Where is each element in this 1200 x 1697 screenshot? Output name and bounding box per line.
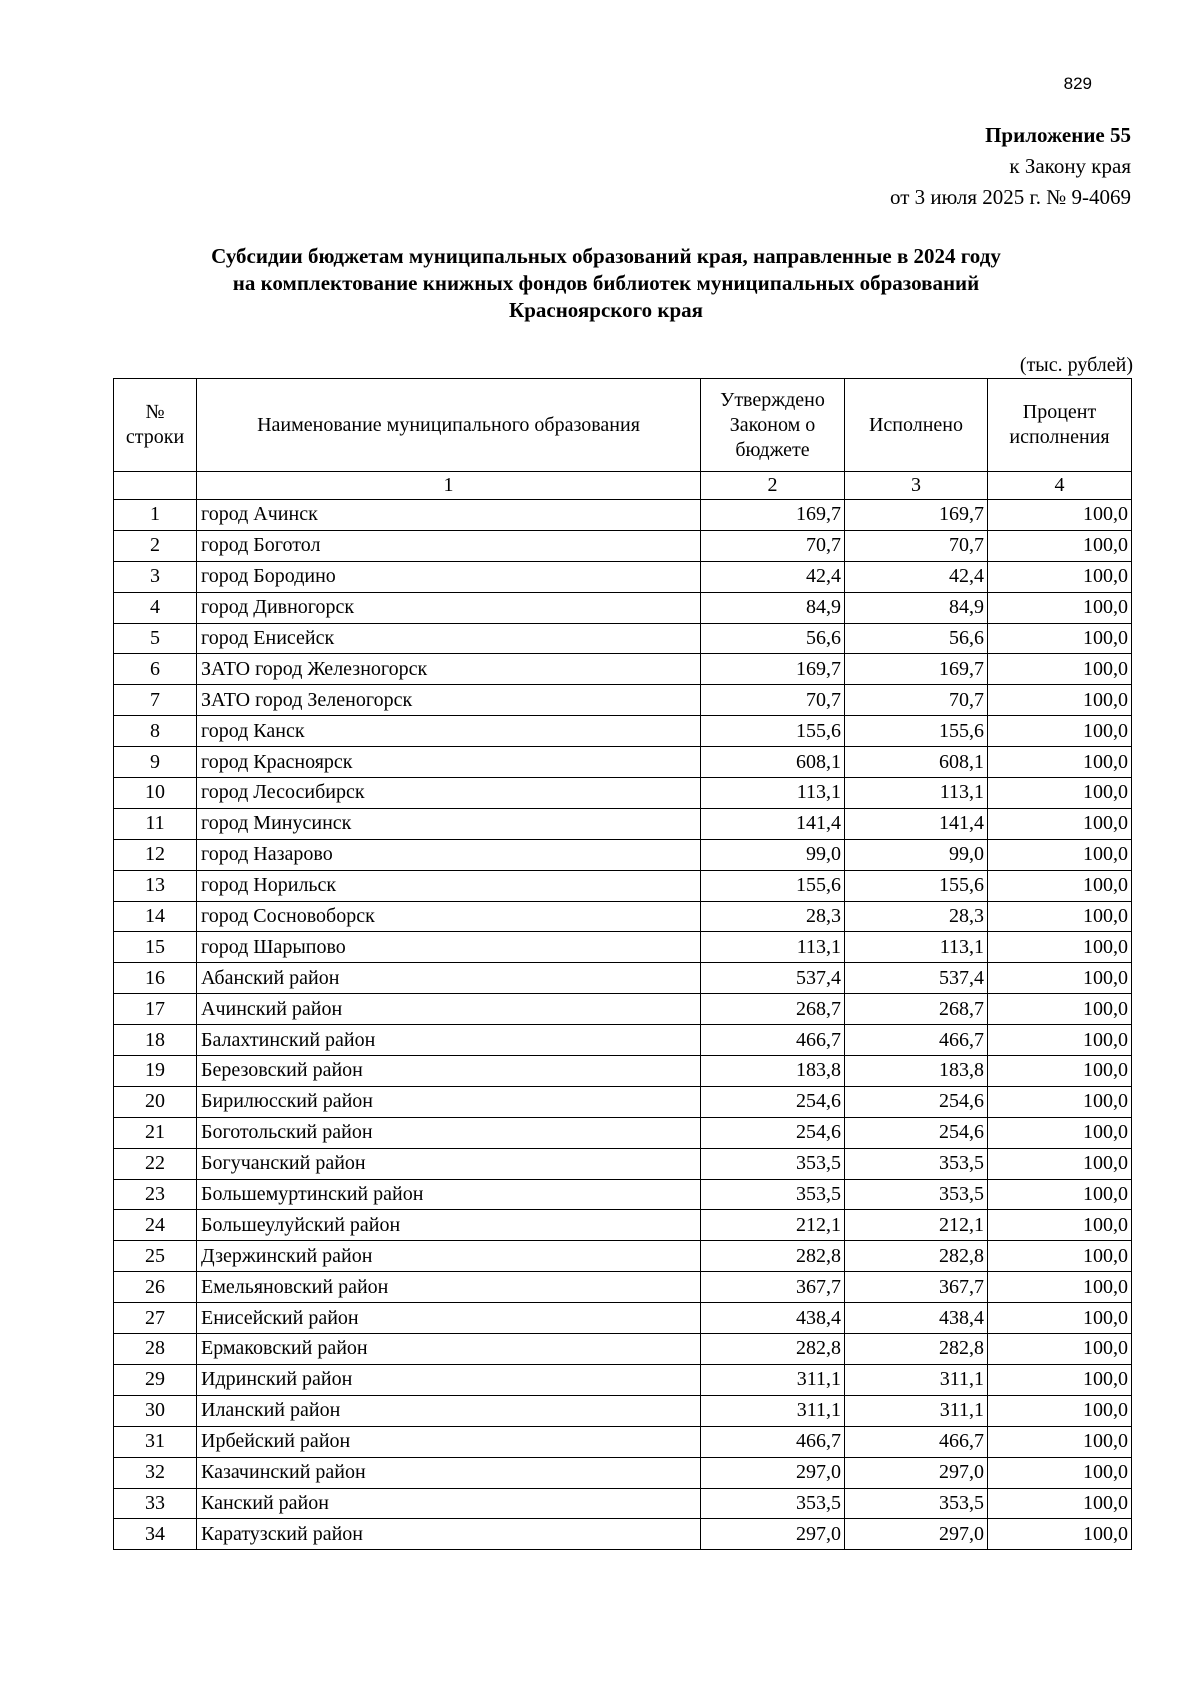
table-row xyxy=(114,994,1132,1025)
executed-amount-cell: 28,3 xyxy=(845,901,988,932)
document-title-line-3: Красноярского края xyxy=(508,298,703,322)
approved-amount-cell: 141,4 xyxy=(701,808,845,839)
approved-amount-cell: 466,7 xyxy=(701,1426,845,1457)
row-number-cell: 13 xyxy=(114,870,197,901)
executed-amount-cell: 297,0 xyxy=(845,1519,988,1550)
percent-cell: 100,0 xyxy=(988,901,1132,932)
column-index: 3 xyxy=(845,472,988,500)
row-number-cell: 20 xyxy=(114,1086,197,1117)
executed-amount-cell: 212,1 xyxy=(845,1210,988,1241)
executed-amount-cell: 282,8 xyxy=(845,1334,988,1365)
approved-amount-cell: 56,6 xyxy=(701,623,845,654)
table-row xyxy=(114,1488,1132,1519)
municipality-name-cell: город Лесосибирск xyxy=(197,778,701,809)
approved-amount-cell: 254,6 xyxy=(701,1086,845,1117)
municipality-name-cell: Канский район xyxy=(197,1488,701,1519)
approved-amount-cell: 113,1 xyxy=(701,778,845,809)
approved-amount-cell: 537,4 xyxy=(701,963,845,994)
table-row xyxy=(114,654,1132,685)
header-percent: Процент исполнения xyxy=(988,379,1132,472)
municipality-name-cell: Енисейский район xyxy=(197,1303,701,1334)
municipality-name-cell: Идринский район xyxy=(197,1364,701,1395)
percent-cell: 100,0 xyxy=(988,747,1132,778)
row-number-cell: 23 xyxy=(114,1179,197,1210)
table-row xyxy=(114,1457,1132,1488)
percent-cell: 100,0 xyxy=(988,1364,1132,1395)
table-body xyxy=(114,500,1132,1550)
percent-cell: 100,0 xyxy=(988,1457,1132,1488)
approved-amount-cell: 212,1 xyxy=(701,1210,845,1241)
row-number-cell: 18 xyxy=(114,1025,197,1056)
executed-amount-cell: 311,1 xyxy=(845,1395,988,1426)
table-row xyxy=(114,932,1132,963)
executed-amount-cell: 254,6 xyxy=(845,1086,988,1117)
row-number-cell: 24 xyxy=(114,1210,197,1241)
table-row xyxy=(114,1395,1132,1426)
approved-amount-cell: 353,5 xyxy=(701,1179,845,1210)
executed-amount-cell: 367,7 xyxy=(845,1272,988,1303)
municipality-name-cell: город Боготол xyxy=(197,530,701,561)
column-index: 1 xyxy=(197,472,701,500)
percent-cell: 100,0 xyxy=(988,1272,1132,1303)
page-number: 829 xyxy=(1063,74,1092,93)
table-row xyxy=(114,901,1132,932)
executed-amount-cell: 466,7 xyxy=(845,1426,988,1457)
row-number-cell: 32 xyxy=(114,1457,197,1488)
executed-amount-cell: 169,7 xyxy=(845,654,988,685)
approved-amount-cell: 155,6 xyxy=(701,716,845,747)
column-index: 4 xyxy=(988,472,1132,500)
row-number-cell: 10 xyxy=(114,778,197,809)
approved-amount-cell: 113,1 xyxy=(701,932,845,963)
executed-amount-cell: 99,0 xyxy=(845,839,988,870)
table-row xyxy=(114,1025,1132,1056)
percent-cell: 100,0 xyxy=(988,1334,1132,1365)
header-municipality-name: Наименование муниципального образования xyxy=(197,379,701,472)
percent-cell: 100,0 xyxy=(988,500,1132,531)
approved-amount-cell: 99,0 xyxy=(701,839,845,870)
executed-amount-cell: 155,6 xyxy=(845,716,988,747)
table-row xyxy=(114,1086,1132,1117)
table-row xyxy=(114,1210,1132,1241)
percent-cell: 100,0 xyxy=(988,870,1132,901)
percent-cell: 100,0 xyxy=(988,530,1132,561)
row-number-cell: 30 xyxy=(114,1395,197,1426)
municipality-name-cell: Ирбейский район xyxy=(197,1426,701,1457)
row-number-cell: 21 xyxy=(114,1117,197,1148)
percent-cell: 100,0 xyxy=(988,1210,1132,1241)
municipality-name-cell: Богучанский район xyxy=(197,1148,701,1179)
municipality-name-cell: Дзержинский район xyxy=(197,1241,701,1272)
percent-cell: 100,0 xyxy=(988,994,1132,1025)
approved-amount-cell: 353,5 xyxy=(701,1488,845,1519)
executed-amount-cell: 353,5 xyxy=(845,1179,988,1210)
table-row xyxy=(114,1519,1132,1550)
municipality-name-cell: Бирилюсский район xyxy=(197,1086,701,1117)
header-row-number: № строки xyxy=(114,379,197,472)
approved-amount-cell: 438,4 xyxy=(701,1303,845,1334)
percent-cell: 100,0 xyxy=(988,716,1132,747)
header-approved: Утверждено Законом о бюджете xyxy=(701,379,845,472)
units-label: (тыс. рублей) xyxy=(1019,354,1133,376)
table-row xyxy=(114,808,1132,839)
municipality-name-cell: Каратузский район xyxy=(197,1519,701,1550)
table-header-row xyxy=(114,379,1132,472)
row-number-cell: 9 xyxy=(114,747,197,778)
row-number-cell: 16 xyxy=(114,963,197,994)
approved-amount-cell: 282,8 xyxy=(701,1334,845,1365)
appendix-law-reference: к Закону края xyxy=(1009,154,1131,178)
municipality-name-cell: Ачинский район xyxy=(197,994,701,1025)
column-index-blank xyxy=(114,472,197,500)
row-number-cell: 31 xyxy=(114,1426,197,1457)
column-index: 2 xyxy=(701,472,845,500)
table-row xyxy=(114,530,1132,561)
municipality-name-cell: город Канск xyxy=(197,716,701,747)
table-row xyxy=(114,1056,1132,1087)
municipality-name-cell: город Назарово xyxy=(197,839,701,870)
approved-amount-cell: 84,9 xyxy=(701,592,845,623)
executed-amount-cell: 311,1 xyxy=(845,1364,988,1395)
appendix-title: Приложение 55 xyxy=(985,123,1131,147)
executed-amount-cell: 70,7 xyxy=(845,685,988,716)
row-number-cell: 1 xyxy=(114,500,197,531)
executed-amount-cell: 70,7 xyxy=(845,530,988,561)
approved-amount-cell: 70,7 xyxy=(701,530,845,561)
row-number-cell: 6 xyxy=(114,654,197,685)
table-row xyxy=(114,778,1132,809)
executed-amount-cell: 84,9 xyxy=(845,592,988,623)
row-number-cell: 8 xyxy=(114,716,197,747)
executed-amount-cell: 155,6 xyxy=(845,870,988,901)
approved-amount-cell: 169,7 xyxy=(701,654,845,685)
percent-cell: 100,0 xyxy=(988,1241,1132,1272)
appendix-law-date: от 3 июля 2025 г. № 9-4069 xyxy=(890,185,1131,209)
row-number-cell: 15 xyxy=(114,932,197,963)
executed-amount-cell: 353,5 xyxy=(845,1488,988,1519)
row-number-cell: 27 xyxy=(114,1303,197,1334)
percent-cell: 100,0 xyxy=(988,963,1132,994)
document-title-line-1: Субсидии бюджетам муниципальных образований края, направленные в 2024 году xyxy=(211,244,1001,268)
document-title-line-2: на комплектование книжных фондов библиотек муниципальных образований xyxy=(232,271,980,295)
approved-amount-cell: 28,3 xyxy=(701,901,845,932)
percent-cell: 100,0 xyxy=(988,932,1132,963)
percent-cell: 100,0 xyxy=(988,1426,1132,1457)
municipality-name-cell: Абанский район xyxy=(197,963,701,994)
percent-cell: 100,0 xyxy=(988,1056,1132,1087)
approved-amount-cell: 42,4 xyxy=(701,561,845,592)
table-row xyxy=(114,1179,1132,1210)
table-row xyxy=(114,1334,1132,1365)
approved-amount-cell: 282,8 xyxy=(701,1241,845,1272)
municipality-name-cell: ЗАТО город Железногорск xyxy=(197,654,701,685)
percent-cell: 100,0 xyxy=(988,685,1132,716)
header-executed: Исполнено xyxy=(845,379,988,472)
municipality-name-cell: город Ачинск xyxy=(197,500,701,531)
municipality-name-cell: Большемуртинский район xyxy=(197,1179,701,1210)
table-row xyxy=(114,623,1132,654)
table-row xyxy=(114,870,1132,901)
document-title xyxy=(106,243,1106,324)
percent-cell: 100,0 xyxy=(988,1395,1132,1426)
municipality-name-cell: город Норильск xyxy=(197,870,701,901)
subsidy-table xyxy=(113,378,1132,1550)
executed-amount-cell: 353,5 xyxy=(845,1148,988,1179)
approved-amount-cell: 353,5 xyxy=(701,1148,845,1179)
municipality-name-cell: Иланский район xyxy=(197,1395,701,1426)
row-number-cell: 29 xyxy=(114,1364,197,1395)
table-row xyxy=(114,1364,1132,1395)
executed-amount-cell: 297,0 xyxy=(845,1457,988,1488)
table-row xyxy=(114,1148,1132,1179)
table-row xyxy=(114,839,1132,870)
percent-cell: 100,0 xyxy=(988,1148,1132,1179)
table-row xyxy=(114,592,1132,623)
table-row xyxy=(114,1241,1132,1272)
executed-amount-cell: 466,7 xyxy=(845,1025,988,1056)
approved-amount-cell: 169,7 xyxy=(701,500,845,531)
row-number-cell: 3 xyxy=(114,561,197,592)
row-number-cell: 26 xyxy=(114,1272,197,1303)
percent-cell: 100,0 xyxy=(988,654,1132,685)
municipality-name-cell: Казачинский район xyxy=(197,1457,701,1488)
row-number-cell: 4 xyxy=(114,592,197,623)
approved-amount-cell: 297,0 xyxy=(701,1457,845,1488)
percent-cell: 100,0 xyxy=(988,839,1132,870)
table-row xyxy=(114,747,1132,778)
executed-amount-cell: 42,4 xyxy=(845,561,988,592)
row-number-cell: 7 xyxy=(114,685,197,716)
municipality-name-cell: город Минусинск xyxy=(197,808,701,839)
approved-amount-cell: 311,1 xyxy=(701,1364,845,1395)
executed-amount-cell: 268,7 xyxy=(845,994,988,1025)
executed-amount-cell: 141,4 xyxy=(845,808,988,839)
municipality-name-cell: город Сосновоборск xyxy=(197,901,701,932)
municipality-name-cell: Большеулуйский район xyxy=(197,1210,701,1241)
approved-amount-cell: 311,1 xyxy=(701,1395,845,1426)
row-number-cell: 5 xyxy=(114,623,197,654)
row-number-cell: 12 xyxy=(114,839,197,870)
row-number-cell: 17 xyxy=(114,994,197,1025)
municipality-name-cell: ЗАТО город Зеленогорск xyxy=(197,685,701,716)
row-number-cell: 34 xyxy=(114,1519,197,1550)
row-number-cell: 2 xyxy=(114,530,197,561)
approved-amount-cell: 254,6 xyxy=(701,1117,845,1148)
table-row xyxy=(114,1272,1132,1303)
municipality-name-cell: Березовский район xyxy=(197,1056,701,1087)
municipality-name-cell: город Бородино xyxy=(197,561,701,592)
municipality-name-cell: Боготольский район xyxy=(197,1117,701,1148)
percent-cell: 100,0 xyxy=(988,1025,1132,1056)
executed-amount-cell: 254,6 xyxy=(845,1117,988,1148)
executed-amount-cell: 169,7 xyxy=(845,500,988,531)
executed-amount-cell: 113,1 xyxy=(845,778,988,809)
approved-amount-cell: 297,0 xyxy=(701,1519,845,1550)
approved-amount-cell: 608,1 xyxy=(701,747,845,778)
executed-amount-cell: 113,1 xyxy=(845,932,988,963)
executed-amount-cell: 438,4 xyxy=(845,1303,988,1334)
municipality-name-cell: город Енисейск xyxy=(197,623,701,654)
percent-cell: 100,0 xyxy=(988,1179,1132,1210)
table-row xyxy=(114,1303,1132,1334)
approved-amount-cell: 466,7 xyxy=(701,1025,845,1056)
percent-cell: 100,0 xyxy=(988,1488,1132,1519)
executed-amount-cell: 183,8 xyxy=(845,1056,988,1087)
municipality-name-cell: Емельяновский район xyxy=(197,1272,701,1303)
row-number-cell: 28 xyxy=(114,1334,197,1365)
percent-cell: 100,0 xyxy=(988,778,1132,809)
executed-amount-cell: 608,1 xyxy=(845,747,988,778)
municipality-name-cell: Ермаковский район xyxy=(197,1334,701,1365)
percent-cell: 100,0 xyxy=(988,623,1132,654)
percent-cell: 100,0 xyxy=(988,808,1132,839)
approved-amount-cell: 268,7 xyxy=(701,994,845,1025)
percent-cell: 100,0 xyxy=(988,1117,1132,1148)
column-index-row xyxy=(114,472,1132,500)
approved-amount-cell: 183,8 xyxy=(701,1056,845,1087)
percent-cell: 100,0 xyxy=(988,1086,1132,1117)
row-number-cell: 22 xyxy=(114,1148,197,1179)
executed-amount-cell: 282,8 xyxy=(845,1241,988,1272)
table-row xyxy=(114,500,1132,531)
row-number-cell: 33 xyxy=(114,1488,197,1519)
percent-cell: 100,0 xyxy=(988,1303,1132,1334)
row-number-cell: 14 xyxy=(114,901,197,932)
row-number-cell: 11 xyxy=(114,808,197,839)
municipality-name-cell: Балахтинский район xyxy=(197,1025,701,1056)
percent-cell: 100,0 xyxy=(988,561,1132,592)
table-row xyxy=(114,1117,1132,1148)
percent-cell: 100,0 xyxy=(988,592,1132,623)
approved-amount-cell: 70,7 xyxy=(701,685,845,716)
table-row xyxy=(114,685,1132,716)
appendix-block xyxy=(890,120,1131,213)
approved-amount-cell: 367,7 xyxy=(701,1272,845,1303)
municipality-name-cell: город Красноярск xyxy=(197,747,701,778)
percent-cell: 100,0 xyxy=(988,1519,1132,1550)
municipality-name-cell: город Дивногорск xyxy=(197,592,701,623)
approved-amount-cell: 155,6 xyxy=(701,870,845,901)
row-number-cell: 25 xyxy=(114,1241,197,1272)
table-row xyxy=(114,963,1132,994)
executed-amount-cell: 56,6 xyxy=(845,623,988,654)
table-row xyxy=(114,1426,1132,1457)
row-number-cell: 19 xyxy=(114,1056,197,1087)
executed-amount-cell: 537,4 xyxy=(845,963,988,994)
table-row xyxy=(114,561,1132,592)
table-row xyxy=(114,716,1132,747)
municipality-name-cell: город Шарыпово xyxy=(197,932,701,963)
